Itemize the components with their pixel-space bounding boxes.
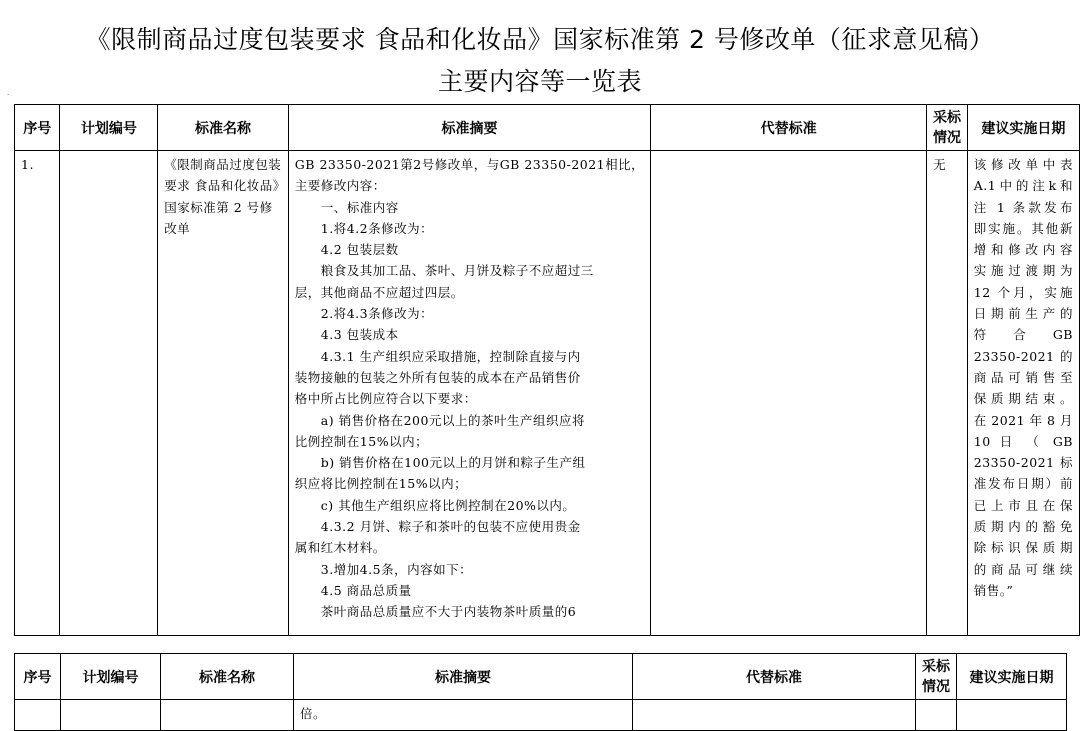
- header-summary: 标准摘要: [294, 654, 633, 700]
- header-plan-no: 计划编号: [61, 654, 161, 700]
- header-adopt-line2: 情况: [932, 129, 961, 146]
- impl-date-line: 23350-2021 标: [973, 455, 1073, 471]
- impl-date-line: 的商品可继续: [973, 561, 1073, 577]
- header-replaces: 代替标准: [633, 654, 916, 700]
- summary-line: 茶叶商品总质量应不大于内装物茶叶质量的6: [320, 604, 577, 620]
- table-row: [15, 151, 1080, 636]
- table-header-row: [15, 654, 1067, 700]
- summary-line: 4.3.2 月饼、粽子和茶叶的包装不应使用贵金: [320, 519, 581, 535]
- summary-line: 装物接触的包装之外所有包装的成本在产品销售价: [294, 369, 581, 385]
- header-adopt-line1: 采标: [922, 658, 950, 675]
- summary-line: 层，其他商品不应超过四层。: [294, 284, 464, 300]
- header-summary: 标准摘要: [288, 105, 650, 151]
- impl-date-line: A.1中的注k和: [973, 178, 1073, 194]
- impl-date-line: 该修改单中表: [973, 157, 1073, 172]
- cell-replaces: [651, 151, 927, 636]
- plan-no-value: [60, 151, 157, 154]
- header-seq: 序号: [15, 105, 60, 151]
- replaces-value: [651, 151, 926, 154]
- standards-table: [14, 104, 1080, 636]
- header-seq: 序号: [15, 654, 61, 700]
- impl-date-text: [968, 151, 1079, 635]
- summary-line: 比例控制在15%以内；: [294, 433, 429, 449]
- impl-date-line: 在 2021 年 8 月: [973, 412, 1073, 428]
- summary-line: 织应将比例控制在15%以内；: [294, 476, 468, 492]
- impl-date-line: 10 日 （ GB: [973, 433, 1073, 449]
- summary-text: [289, 151, 650, 635]
- cell-adopt: [927, 151, 968, 636]
- document-title: 《限制商品过度包装要求 食品和化妆品》国家标准第 2 号修改单（征求意见稿）: [85, 25, 995, 54]
- cell-impl-date: [967, 151, 1079, 636]
- impl-date-line: 准发布日期）前: [973, 476, 1073, 492]
- header-adopt: [916, 654, 957, 700]
- impl-date-line: 商品可销售至: [973, 369, 1073, 385]
- seq-value: 1.: [21, 157, 34, 172]
- summary-line: c) 其他生产组织应将比例控制在20%以内。: [320, 497, 576, 513]
- impl-date-line: 12 个月，实施: [973, 284, 1073, 300]
- summary-line: 2.将4.3条修改为：: [320, 306, 434, 322]
- impl-date-line: 质期内的豁免: [973, 519, 1073, 535]
- impl-date-line: 除标识保质期: [973, 540, 1073, 556]
- summary-line: 一、标准内容: [320, 199, 399, 215]
- header-replaces: 代替标准: [651, 105, 927, 151]
- impl-date-line: 即实施。其他新: [973, 220, 1073, 236]
- cell-seq: [15, 151, 60, 636]
- adopt-value: 无: [933, 157, 947, 172]
- impl-date-line: 符 合 GB: [973, 327, 1073, 343]
- header-impl-date: 建议实施日期: [967, 105, 1079, 151]
- header-std-name: 标准名称: [158, 105, 289, 151]
- header-std-name: 标准名称: [161, 654, 294, 700]
- summary-continued-text: 倍。: [300, 706, 327, 721]
- table-header-row: [15, 105, 1080, 151]
- std-name-value: 《限制商品过度包装要求 食品和化妆品》国家标准第 2 号修改单: [164, 157, 282, 236]
- standards-table-continued: [14, 653, 1067, 731]
- summary-line: 格中所占比例应符合以下要求：: [294, 391, 477, 407]
- impl-date-line: 已上市且在保: [973, 497, 1073, 513]
- summary-line: 4.3 包装成本: [320, 327, 399, 343]
- cell-summary-continued: [294, 700, 633, 731]
- margin-mark: ·: [7, 91, 10, 99]
- impl-date-line: 日期前生产的: [973, 306, 1073, 322]
- header-adopt-line2: 情况: [922, 678, 950, 695]
- summary-line: a) 销售价格在200元以上的茶叶生产组织应将: [320, 412, 585, 428]
- impl-date-line: 增和修改内容: [973, 242, 1073, 258]
- summary-line: 1.将4.2条修改为：: [320, 220, 434, 236]
- cell-plan-no: [60, 151, 158, 636]
- summary-line: b) 销售价格在100元以上的月饼和粽子生产组: [320, 455, 586, 471]
- summary-line: 属和红木材料。: [294, 540, 386, 556]
- cell-summary: [288, 151, 650, 636]
- summary-line: 主要修改内容：: [294, 178, 386, 194]
- impl-date-line: 保质期结束。: [973, 391, 1073, 407]
- impl-date-line: 销售。”: [973, 582, 1014, 598]
- summary-line: GB 23350-2021第2号修改单，与GB 23350-2021相比，: [294, 157, 645, 172]
- summary-line: 粮食及其加工品、茶叶、月饼及粽子不应超过三: [320, 263, 594, 279]
- summary-line: 3.增加4.5条，内容如下：: [320, 561, 473, 577]
- impl-date-line: 实施过渡期为: [973, 263, 1073, 279]
- header-impl-date: 建议实施日期: [957, 654, 1067, 700]
- summary-line: 4.3.1 生产组织应采取措施，控制除直接与内: [320, 348, 581, 364]
- header-adopt-line1: 采标: [932, 109, 961, 126]
- header-plan-no: 计划编号: [60, 105, 158, 151]
- summary-line: 4.2 包装层数: [320, 242, 399, 258]
- document-subtitle: 主要内容等一览表: [437, 67, 642, 96]
- summary-line: 4.5 商品总质量: [320, 582, 412, 598]
- table-row: [15, 700, 1067, 731]
- cell-std-name: [158, 151, 289, 636]
- impl-date-line: 注 1 条款发布: [973, 199, 1073, 215]
- impl-date-line: 23350-2021 的: [973, 348, 1073, 364]
- header-adopt: [927, 105, 968, 151]
